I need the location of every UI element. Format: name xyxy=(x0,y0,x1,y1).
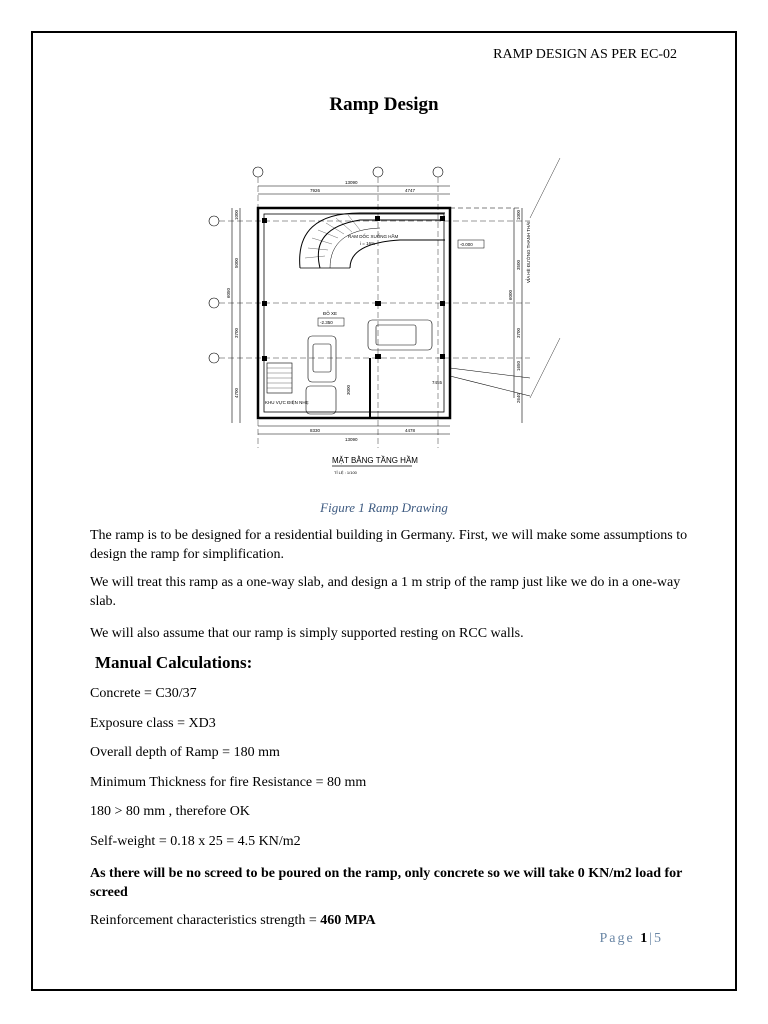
dim-left-3: 3700 xyxy=(234,327,239,338)
paragraph-supports: We will also assume that our ramp is simply supported resting on RCC walls. xyxy=(90,626,524,641)
dim-top-left: 7926 xyxy=(310,188,321,193)
label-tech-area: KHU VỰC ĐIỆN NHẸ xyxy=(265,400,309,405)
dim-left-1: 1000 xyxy=(234,209,239,220)
section-heading: Manual Calculations: xyxy=(95,653,253,672)
reinforcement-value: 460 MPA xyxy=(320,913,376,928)
page-title: Ramp Design xyxy=(329,94,439,115)
ramp-plan-drawing xyxy=(200,158,580,488)
dim-right-5: 2640 xyxy=(516,392,521,403)
dim-inner: 3000 xyxy=(346,384,351,395)
label-parking: ĐỖ XE xyxy=(323,311,338,316)
dim-top-right: 4747 xyxy=(405,188,416,193)
plan-scale: TỈ LỆ : 1/100 xyxy=(334,470,357,475)
page-total: 5 xyxy=(654,931,663,946)
screed-note: As there will be no screed to be poured on the ramp, only concrete so we will take 0 KN/m2 load for screed xyxy=(90,866,683,900)
running-header: RAMP DESIGN AS PER EC-02 xyxy=(493,47,677,62)
label-road: VỈA HÈ ĐƯỜNG THANH THÁI xyxy=(526,221,531,283)
page-number: 1 xyxy=(640,931,650,946)
page-footer xyxy=(599,931,663,947)
dim-right-1: 1000 xyxy=(516,209,521,220)
calc-check: 180 > 80 mm , therefore OK xyxy=(90,804,250,819)
calc-concrete: Concrete = C30/37 xyxy=(90,686,197,701)
calc-fire-thickness: Minimum Thickness for fire Resistance = 80 mm xyxy=(90,775,367,790)
dim-ramp-width: 7455 xyxy=(432,380,443,385)
calc-self-weight: Self-weight = 0.18 x 25 = 4.5 KN/m2 xyxy=(90,834,301,849)
label-level-ramp: -0.000 xyxy=(460,242,473,247)
dim-right-total: 6000 xyxy=(508,289,513,300)
dim-right-4: 1650 xyxy=(516,360,521,371)
figure-caption: Figure 1 Ramp Drawing xyxy=(320,500,448,515)
dim-left-4: 4700 xyxy=(234,387,239,398)
dim-right-2: 3500 xyxy=(516,259,521,270)
dim-left-2: 5000 xyxy=(234,257,239,268)
reinforcement-label: Reinforcement characteristics strength = xyxy=(90,913,321,928)
dim-bottom-left: 8330 xyxy=(310,428,321,433)
label-parking-level: -2.350 xyxy=(320,320,333,325)
calc-depth: Overall depth of Ramp = 180 mm xyxy=(90,745,280,760)
page-word: Page xyxy=(599,931,635,946)
dim-top-total: 13090 xyxy=(345,180,358,185)
label-ramp: RAM DỐC XUỐNG HẦM xyxy=(348,234,399,239)
dim-bottom-right: 4478 xyxy=(405,428,416,433)
reinforcement-line xyxy=(90,913,376,929)
paragraph-one-way-slab: We will treat this ramp as a one-way slab, and design a 1 m strip of the ramp just like we do in a one-way slab. xyxy=(90,575,681,609)
calc-exposure: Exposure class = XD3 xyxy=(90,716,216,731)
plan-title: MẶT BẰNG TẦNG HẦM xyxy=(332,456,418,465)
dim-left-total: 6050 xyxy=(226,287,231,298)
dim-right-3: 3700 xyxy=(516,327,521,338)
paragraph-intro: The ramp is to be designed for a residential building in Germany. First, we will make some assumptions to design the ramp for simplification. xyxy=(90,528,688,562)
label-ramp-slope: i = 16% xyxy=(360,241,376,246)
dim-bottom-total: 13090 xyxy=(345,437,358,442)
page-separator: | xyxy=(649,931,654,946)
